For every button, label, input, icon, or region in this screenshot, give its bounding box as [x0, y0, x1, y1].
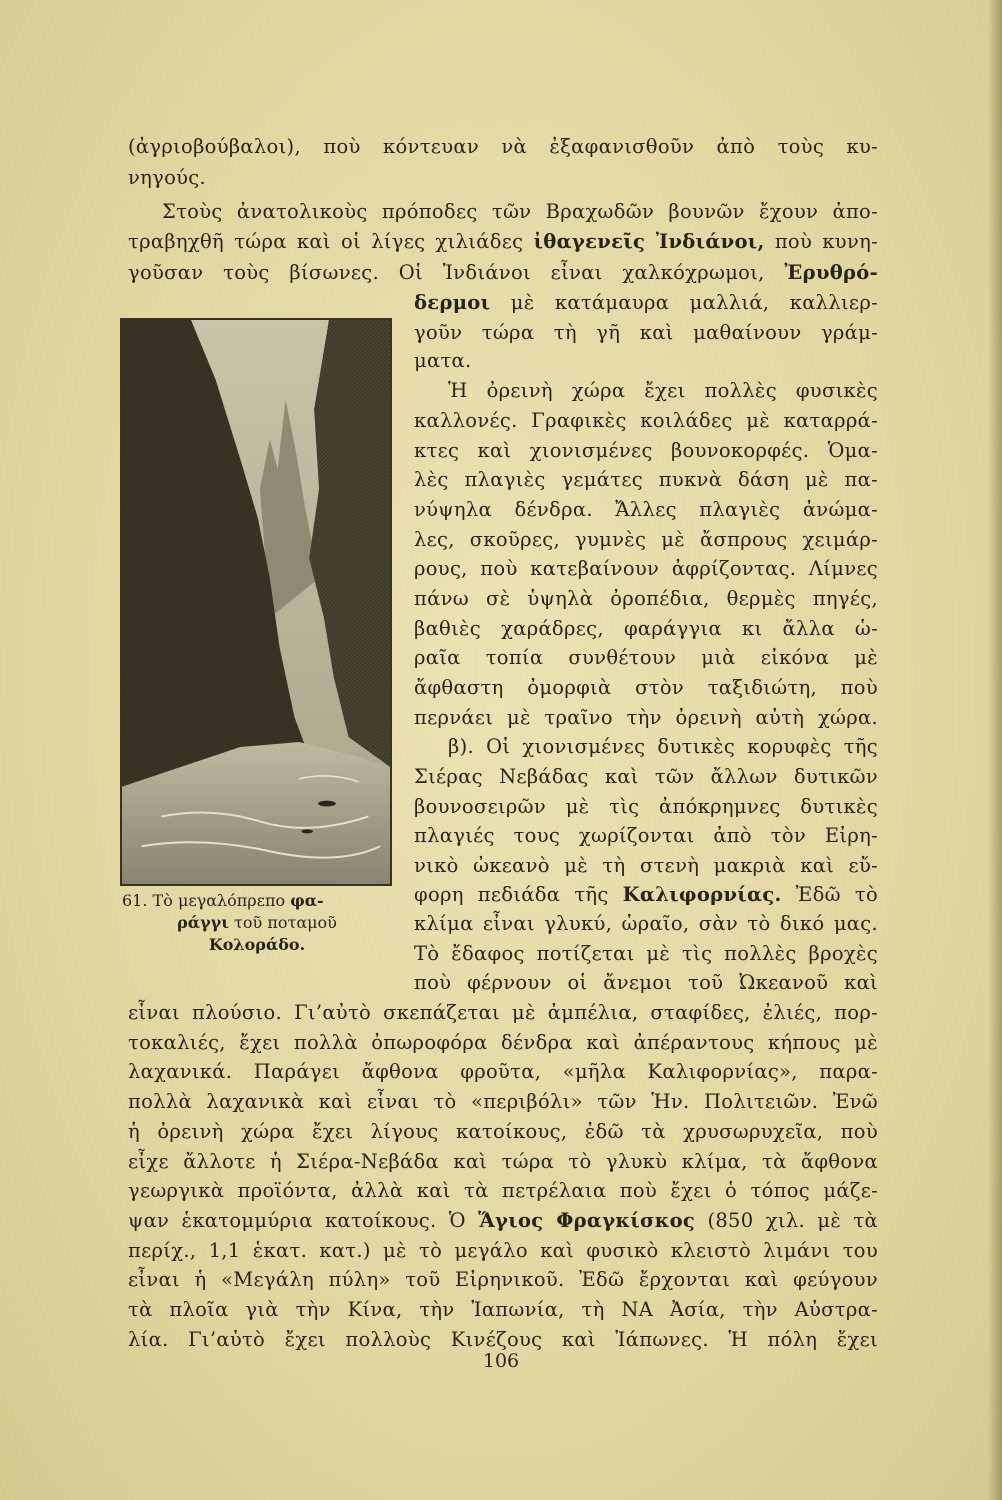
text-line-19: ἄφθαστη ὀμορφιὰ στὸν ταξιδιώτη, ποὺ — [414, 676, 878, 699]
figure-caption — [122, 890, 392, 956]
text-run: γοῦσαν τοὺς βίσωνες. Οἱ Ἰνδιάνοι εἶναι χαλκόχρωμοι, — [128, 261, 785, 284]
text-line-38: περίχ., 1,1 ἑκατ. κατ.) μὲ τὸ μεγάλο καὶ φυσικὸ κλειστὸ λιμάνι του — [128, 1239, 878, 1262]
text-line-25: νικὸ ὠκεανὸ μὲ τὴ στενὴ μακριὰ καὶ εὔ- — [414, 854, 878, 877]
page-number: 106 — [482, 1350, 520, 1372]
text-line-27: κλίμα εἶναι γλυκύ, ὡραῖο, σὰν τὸ δικό μας. — [414, 912, 878, 935]
text-line-9: Ἡ ὀρεινὴ χώρα ἔχει πολλὲς φυσικὲς — [448, 379, 878, 402]
text-line-18: ραῖα τοπία συνθέτουν μιὰ εἰκόνα μὲ — [414, 646, 878, 669]
text-line-30: εἶναι πλούσιο. Γι’αὐτὸ σκεπάζεται μὲ ἀμπέλια, σταφίδες, ἐλιές, πορ- — [128, 1001, 878, 1024]
bold-term: ἰθαγενεῖς Ἰνδιάνοι, — [533, 230, 765, 253]
text-line-2: νηγούς. — [128, 166, 207, 189]
text-line-5 — [128, 258, 878, 288]
text-line-28: Τὸ ἔδαφος ποτίζεται μὲ τὶς πολλὲς βροχὲς — [414, 942, 878, 965]
text-line-16: πάνω σὲ ὑψηλὰ ὀροπέδια, θερμὲς πηγές, — [414, 587, 878, 610]
caption-line-3 — [122, 934, 392, 956]
text-line-39: εἶναι ἡ «Μεγάλη πύλη» τοῦ Εἰρηνικοῦ. Ἐδῶ ἔρχονται καὶ φεύγουν — [128, 1268, 878, 1291]
text-line-26 — [414, 880, 878, 910]
caption-text: τοῦ ποταμοῦ — [234, 913, 337, 932]
text-run: φορη πεδιάδα τῆς — [414, 883, 623, 906]
text-line-21: β). Οἱ χιονισμένες δυτικὲς κορυφὲς τῆς — [448, 735, 878, 758]
text-run: ψαν ἑκατομμύρια κατοίκους. Ὁ — [128, 1209, 479, 1232]
text-line-17: βαθιὲς χαράδρες, φαράγγια κι ἄλλα ὡ- — [414, 617, 878, 640]
text-line-32: λαχανικά. Παράγει ἄφθονα φροῦτα, «μῆλα Καλιφορνίας», παρα- — [128, 1060, 878, 1083]
text-line-3: Στοὺς ἀνατολικοὺς πρόποδες τῶν Βραχωδῶν βουνῶν ἔχουν ἀπο- — [162, 200, 878, 223]
caption-bold: ράγγι — [177, 913, 229, 932]
text-line-22: Σιέρας Νεβάδας καὶ τῶν ἄλλων δυτικῶν — [414, 765, 878, 788]
bold-term: Καλιφορνίας. — [622, 883, 782, 906]
text-run: Ἐδῶ τὸ — [781, 883, 878, 906]
text-line-29: ποὺ φέρνουν οἱ ἄνεμοι τοῦ Ὠκεανοῦ καὶ — [414, 971, 878, 994]
text-line-15: ρους, ποὺ κατεβαίνουν ἀφρίζοντας. Λίμνες — [414, 557, 878, 580]
text-line-14: λες, σκοῦρες, γυμνὲς μὲ ἄσπρους χειμάρ- — [414, 528, 878, 551]
text-line-31: τοκαλιές, ἔχει πολλὰ ὀπωροφόρα δένδρα καὶ ἀπέραντους κήπους μὲ — [128, 1031, 878, 1054]
caption-line-2 — [122, 912, 392, 934]
figure-number: 61. — [122, 891, 148, 910]
caption-bold: Κολοράδο. — [208, 935, 306, 954]
text-line-37 — [128, 1206, 878, 1236]
text-line-24: πλαγιές τους χωρίζονται ἀπὸ τὸν Εἰρη- — [414, 824, 878, 847]
text-line-40: τὰ πλοῖα γιὰ τὴν Κίνα, τὴν Ἰαπωνία, τὴ ΝΑ Ἀσία, τὴν Αὐστρα- — [128, 1298, 878, 1321]
text-line-11: κτες καὶ χιονισμένες βουνοκορφές. Ὁμα- — [414, 439, 878, 462]
text-run: μὲ κατάμαυρα μαλλιά, καλλιερ- — [490, 291, 878, 314]
text-line-36: γεωργικὰ προϊόντα, ἀλλὰ καὶ τὰ πετρέλαια ποὺ ἔχει ὁ τόπος μάζε- — [128, 1179, 878, 1202]
text-run: (850 χιλ. μὲ τὰ — [695, 1209, 878, 1232]
bold-term: Ἐρυθρό- — [784, 261, 878, 284]
text-line-6 — [414, 288, 878, 318]
caption-line-1 — [122, 890, 392, 912]
canyon-illustration — [120, 318, 392, 886]
bold-term: Ἅγιος Φραγκίσκος — [478, 1209, 696, 1232]
text-line-1: (ἀγριοβούβαλοι), ποὺ κόντευαν νὰ ἐξαφανισθοῦν ἀπὸ τοὺς κυ- — [128, 135, 878, 158]
text-line-4 — [128, 227, 878, 257]
text-line-35: εἶχε ἄλλοτε ἡ Σιέρα-Νεβάδα καὶ τώρα τὸ γλυκὺ κλίμα, τὰ ἄφθονα — [128, 1150, 878, 1173]
caption-text: Τὸ μεγαλόπρεπο — [152, 891, 286, 910]
text-line-8: ματα. — [414, 349, 472, 372]
caption-bold: φα- — [290, 891, 324, 910]
bold-term: δερμοι — [414, 291, 491, 314]
text-line-10: καλλονές. Γραφικὲς κοιλάδες μὲ καταρρά- — [414, 409, 878, 432]
text-run: ποὺ κυνη- — [764, 230, 878, 253]
text-line-13: νύψηλα δένδρα. Ἄλλες πλαγιὲς ἀνώμα- — [414, 498, 878, 521]
text-line-33: πολλὰ λαχανικὰ καὶ εἶναι τὸ «περιβόλι» τῶν Ἡν. Πολιτειῶν. Ἐνῶ — [128, 1090, 878, 1113]
text-line-23: βουνοσειρῶν μὲ τὶς ἀπόκρημνες δυτικὲς — [414, 795, 878, 818]
text-run: τραβηχθῆ τώρα καὶ οἱ λίγες χιλιάδες — [128, 230, 534, 253]
text-line-41: λία. Γι’αὐτὸ ἔχει πολλοὺς Κινέζους καὶ Ἰάπωνες. Ἡ πόλη ἔχει — [128, 1328, 878, 1351]
text-line-7: γοῦν τώρα τὴ γῆ καὶ μαθαίνουν γράμ- — [414, 321, 878, 344]
page-edge-shadow — [988, 0, 1002, 1500]
text-line-20: περνάει μὲ τραῖνο τὴν ὀρεινὴ αὐτὴ χώρα. — [414, 706, 878, 729]
text-line-34: ἡ ὀρεινὴ χώρα ἔχει λίγους κατοίκους, ἐδῶ τὰ χρυσωρυχεῖα, ποὺ — [128, 1120, 878, 1143]
canyon-image — [122, 320, 390, 884]
text-line-12: λὲς πλαγιὲς γεμάτες πυκνὰ δάση μὲ πα- — [414, 468, 878, 491]
